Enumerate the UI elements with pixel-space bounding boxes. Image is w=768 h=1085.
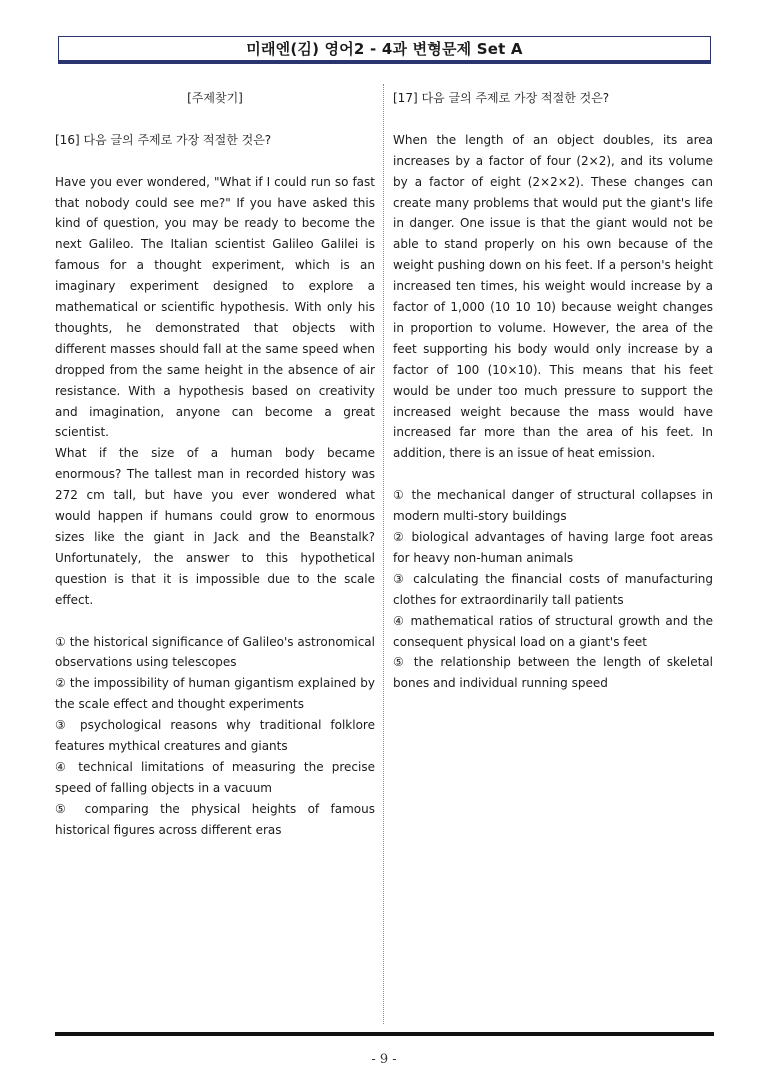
option-4: ④ mathematical ratios of structural growth and the consequent physical load on a giant's feet	[393, 613, 713, 649]
option-3: ③ calculating the financial costs of manufacturing clothes for extraordinarily tall patients	[393, 571, 713, 607]
option-4: ④ technical limitations of measuring the precise speed of falling objects in a vacuum	[55, 759, 375, 795]
footer-rule	[55, 1032, 714, 1036]
option-3: ③ psychological reasons why traditional folklore features mythical creatures and giants	[55, 718, 375, 754]
passage-paragraph: When the length of an object doubles, its area increases by a factor of four (2×2), and its volume by a factor of eight (2×2×2). These changes can create many problems that would put the giant's life in danger. One issue is that the giant would not be able to stand properly on his own because of the weight pushing down on his feet. If a person's height increased ten times, his weight would increase by a factor of 1,000 (10 10 10) because weight changes in proportion to volume. However, the area of the feet supporting his body would only increase by a factor of 100 (10×10). This means that his feet would be under too much pressure to support the increased weight because the mass would have increased far more than the area of his feet. In addition, there is an issue of heat emission.	[393, 132, 713, 461]
worksheet-header	[58, 36, 711, 64]
passage-paragraph: What if the size of a human body became enormous? The tallest man in recorded history was 272 cm tall, but have you ever wondered what would happen if humans could grow to enormous sizes like the giant in Jack and the Beanstalk? Unfortunately, the answer to this hypothetical question is that it is impossible due to the scale effect.	[55, 446, 375, 607]
question-17-options	[393, 485, 713, 694]
question-16-options	[55, 632, 375, 841]
section-label: [주제찾기]	[187, 91, 243, 105]
page-number: - 9 -	[371, 1052, 397, 1067]
option-5: ⑤ the relationship between the length of skeletal bones and individual running speed	[393, 655, 713, 691]
option-1: ① the historical significance of Galileo's astronomical observations using telescopes	[55, 634, 375, 670]
passage-paragraph: Have you ever wondered, "What if I could run so fast that nobody could see me?" If you have asked this kind of question, you may be ready to become the next Galileo. The Italian scientist Galileo Galilei is famous for a thought experiment, which is an imaginary experiment designed to explore a mathematical or scientific hypothesis. With only his thoughts, he demonstrated that objects with different masses should fall at the same speed when dropped from the same height in the absence of air resistance. With a hypothesis based on creativity and imagination, anyone can become a great scientist.	[55, 174, 375, 440]
question-17-title: [17] 다음 글의 주제로 가장 적절한 것은?	[393, 91, 610, 105]
option-2: ② biological advantages of having large foot areas for heavy non-human animals	[393, 530, 713, 565]
option-5: ⑤ comparing the physical heights of famous historical figures across different eras	[55, 801, 375, 837]
question-16-title: [16] 다음 글의 주제로 가장 적절한 것은?	[55, 132, 272, 147]
question-17-passage	[393, 130, 713, 465]
option-1: ① the mechanical danger of structural collapses in modern multi-story buildings	[393, 488, 713, 524]
worksheet-title: 미래엔(김) 영어2 - 4과 변형문제 Set A	[246, 40, 523, 58]
right-column	[393, 88, 713, 694]
left-column	[55, 88, 375, 841]
column-divider	[383, 84, 384, 1024]
option-2: ② the impossibility of human gigantism explained by the scale effect and thought experiments	[55, 676, 375, 712]
question-16-passage	[55, 172, 375, 611]
